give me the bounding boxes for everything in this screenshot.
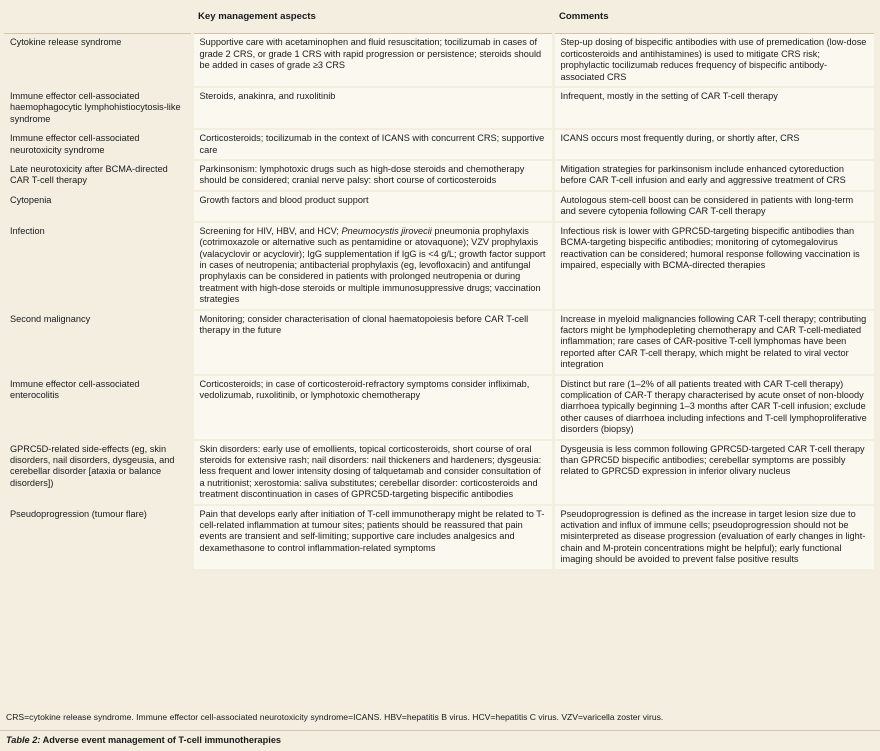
comments-cell: Dysgeusia is less common following GPRC5D-targeted CAR T-cell therapy than GPRC5D bispecific antibodies; cerebellar symptoms are possibly related to GPRC5D expression in inferior olivary nucleus — [553, 440, 874, 505]
event-cell: Infection — [4, 222, 192, 310]
event-cell: Second malignancy — [4, 310, 192, 375]
event-cell: GPRC5D-related side-effects (eg, skin disorders, nail disorders, dysgeusia, and cerebellar disorder [ataxia or balance disorders]) — [4, 440, 192, 505]
table-row — [4, 129, 874, 160]
table-row — [4, 222, 874, 310]
management-cell: Corticosteroids; tocilizumab in the context of ICANS with concurrent CRS; supportive care — [192, 129, 553, 160]
management-text: pneumonia prophylaxis (cotrimoxazole or alternative such as pentamidine or atovaquone); VZV prophylaxis (valacyclovir or acyclovir); IgG supplementation if IgG is <4 g/L; growth factor support in cases of neutropenia; antibacterial prophylaxis (eg, levofloxacin) and antifungal prophylaxis can be considered in patients with prolonged neutropenia or during treatment with high-dose steroids or multiple immunosuppressive drugs; vaccination strategies — [199, 225, 546, 305]
management-cell: Corticosteroids; in case of corticosteroid-refractory symptoms consider infliximab, vedolizumab, ruxolitinib, or lymphotoxic chemotherapy — [192, 375, 553, 440]
table-caption — [6, 735, 281, 746]
event-cell: Immune effector cell-associated enterocolitis — [4, 375, 192, 440]
comments-cell: Pseudoprogression is defined as the increase in target lesion size due to activation and influx of immune cells; pseudoprogression should not be misinterpreted as disease progression (evaluation of early changes in light-chain and M-protein concentrations might be helpful); early functional imaging should be avoided to prevent false positive results — [553, 505, 874, 570]
comments-cell: Infrequent, mostly in the setting of CAR T-cell therapy — [553, 87, 874, 129]
comments-cell: Autologous stem-cell boost can be considered in patients with long-term and severe cytopenia following CAR T-cell therapy — [553, 191, 874, 222]
management-cell: Growth factors and blood product support — [192, 191, 553, 222]
event-cell: Pseudoprogression (tumour flare) — [4, 505, 192, 570]
table-header-row — [4, 0, 874, 34]
management-cell: Pain that develops early after initiation of T-cell immunotherapy might be related to T-cell-related inflammation at tumour sites; patients should be reassured that pain events are transient and self-limiting; supportive care includes analgesics and dexamethasone to control inflammation-related symptoms — [192, 505, 553, 570]
management-cell: Steroids, anakinra, and ruxolitinib — [192, 87, 553, 129]
table-row — [4, 505, 874, 570]
event-cell: Late neurotoxicity after BCMA-directed CAR T-cell therapy — [4, 160, 192, 191]
caption-divider — [0, 730, 880, 731]
event-cell: Immune effector cell-associated haemophagocytic lymphohistiocytosis-like syndrome — [4, 87, 192, 129]
management-cell: Supportive care with acetaminophen and fluid resuscitation; tocilizumab in cases of grade 2 CRS, or grade 1 CRS with rapid progression or persistence; steroids should be added in cases of grade ≥3 CRS — [192, 34, 553, 87]
header-comments: Comments — [553, 0, 874, 34]
table-row — [4, 440, 874, 505]
table-row — [4, 34, 874, 87]
management-cell: Monitoring; consider characterisation of clonal haematopoiesis before CAR T-cell therapy in the future — [192, 310, 553, 375]
table-footnote: CRS=cytokine release syndrome. Immune effector cell-associated neurotoxicity syndrome=ICANS. HBV=hepatitis B virus. HCV=hepatitis C virus. VZV=varicella zoster virus. — [6, 712, 664, 722]
management-text: Screening for HIV, HBV, and HCV; — [199, 225, 342, 236]
event-cell: Immune effector cell-associated neurotoxicity syndrome — [4, 129, 192, 160]
table-row — [4, 375, 874, 440]
table-row — [4, 191, 874, 222]
table-row — [4, 160, 874, 191]
comments-cell: Distinct but rare (1–2% of all patients treated with CAR T-cell therapy) complication of CAR-T therapy characterised by acute onset of non-bloody diarrhoea typically beginning 1–3 months after CAR T-cell infusion; exclude other causes of diarrhoea including infections and T-cell lymphoproliferative disorders (biopsy) — [553, 375, 874, 440]
comments-cell: ICANS occurs most frequently during, or shortly after, CRS — [553, 129, 874, 160]
management-cell — [192, 222, 553, 310]
comments-cell: Increase in myeloid malignancies following CAR T-cell therapy; contributing factors might be lymphodepleting chemotherapy and CAR T-cell-mediated inflammation; rare cases of CAR-positive T-cell lymphomas have been reported after CAR T-cell therapy, which might be related to viral vector integration — [553, 310, 874, 375]
table-row — [4, 310, 874, 375]
comments-cell: Step-up dosing of bispecific antibodies with use of premedication (low-dose corticosteroids and antihistamines) is used to mitigate CRS risk; prophylactic tocilizumab reduces frequency of bispecific antibody-associated CRS — [553, 34, 874, 87]
header-management: Key management aspects — [192, 0, 553, 34]
adverse-event-table — [4, 0, 874, 571]
event-cell: Cytopenia — [4, 191, 192, 222]
table-row — [4, 87, 874, 129]
comments-cell: Mitigation strategies for parkinsonism include enhanced cytoreduction before CAR T-cell infusion and early and aggressive treatment of CRS — [553, 160, 874, 191]
organism-name: Pneumocystis jirovecii — [341, 225, 432, 236]
management-cell: Parkinsonism: lymphotoxic drugs such as high-dose steroids and chemotherapy should be considered; cranial nerve palsy: short course of corticosteroids — [192, 160, 553, 191]
table-title: Adverse event management of T-cell immunotherapies — [40, 735, 282, 745]
comments-cell: Infectious risk is lower with GPRC5D-targeting bispecific antibodies than BCMA-targeting bispecific antibodies; monitoring of cytomegalovirus reactivation can be considered; humoral response following vaccination is impaired, especially with BCMA-directed therapies — [553, 222, 874, 310]
table-number: Table 2: — [6, 735, 41, 745]
header-event — [4, 0, 192, 34]
event-cell: Cytokine release syndrome — [4, 34, 192, 87]
management-cell: Skin disorders: early use of emollients, topical corticosteroids, short course of oral steroids for extensive rash; nail disorders: nail thickeners and hardeners; dysgeusia: less frequent and lower intensity dosing of talquetamab and consider consultation of a nutritionist; xerostomia: saliva substitutes; cerebellar disorder: corticosteroids and treatment discontinuation in cases of GPRC5D-targeting bispecific antibodies — [192, 440, 553, 505]
